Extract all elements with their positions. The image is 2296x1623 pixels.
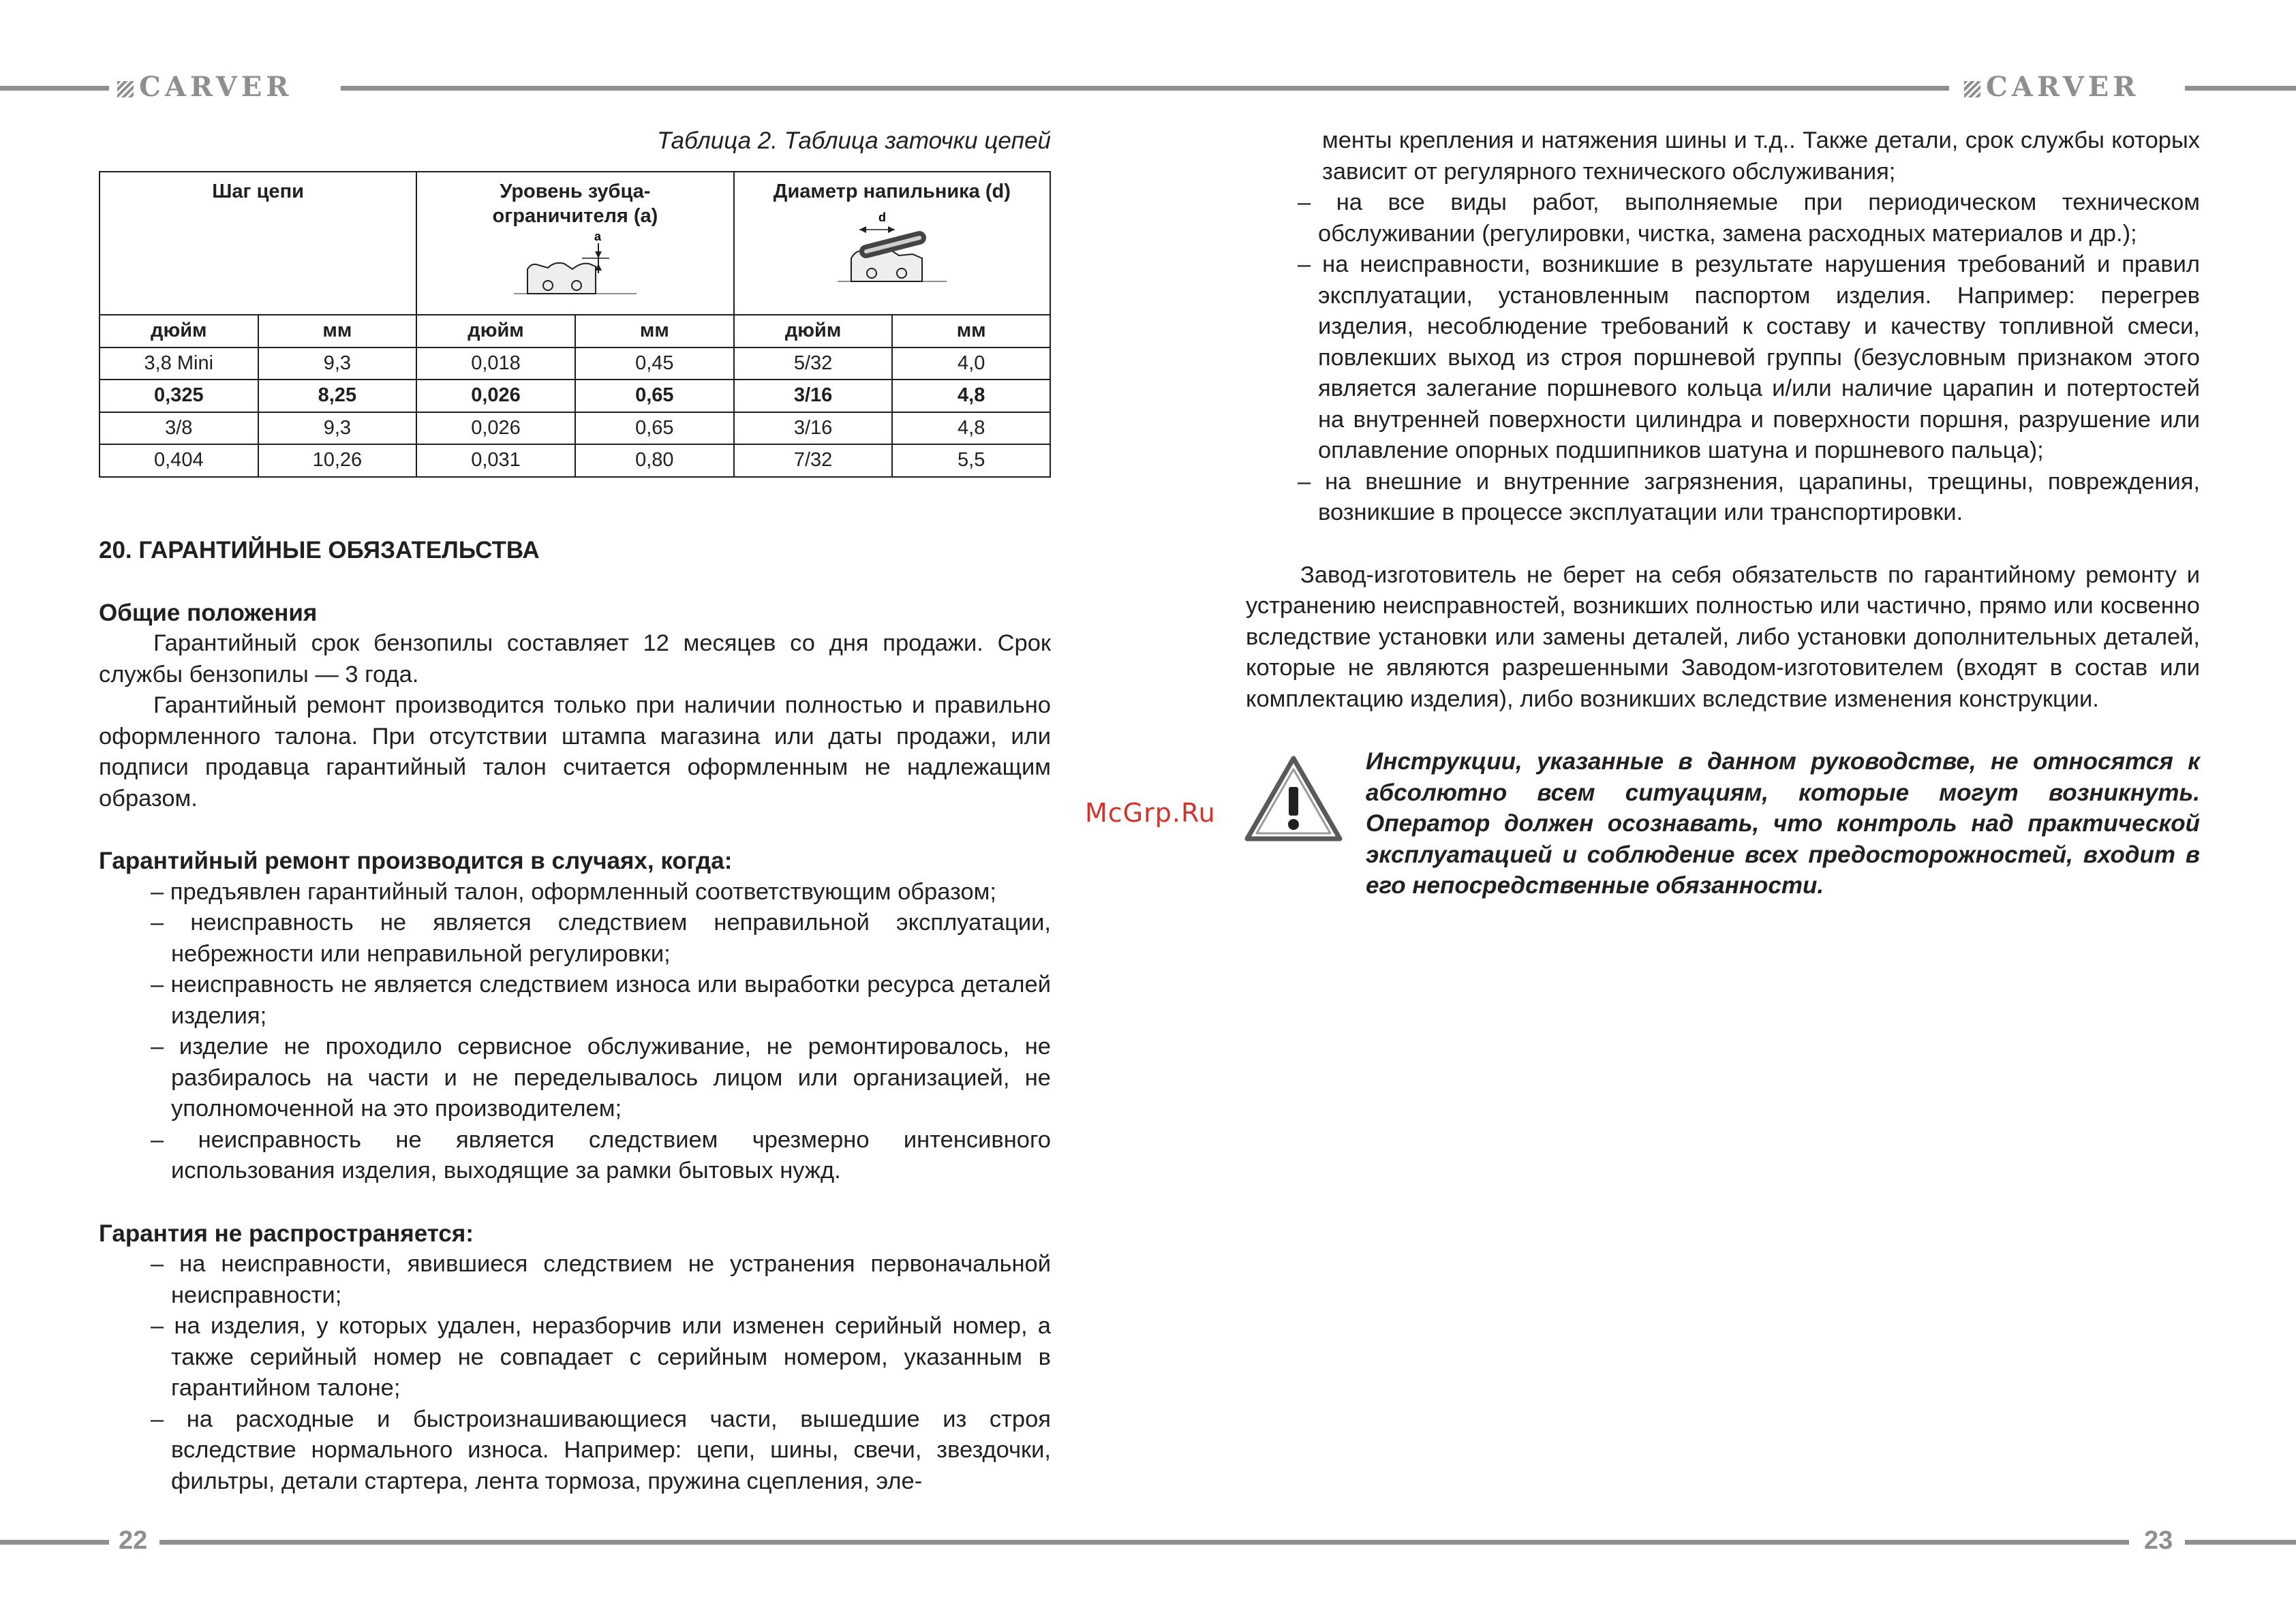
- unit-header: мм: [575, 315, 734, 347]
- list-item: – на внешние и внутренние загрязнения, царапины, трещины, повреждения, возникшие в процессе эксплуатации или транспортировки.: [1298, 468, 2200, 525]
- header-rule-left-b: [341, 86, 1949, 91]
- footer-rule-middle: [159, 1540, 2129, 1545]
- table-cell: 0,026: [416, 412, 575, 445]
- watermark: McGrp.Ru: [1085, 798, 1216, 828]
- table-cell: 4,8: [892, 380, 1050, 412]
- section-title: 20. ГАРАНТИЙНЫЕ ОБЯЗАТЕЛЬСТВА: [99, 536, 540, 563]
- warning-triangle-icon: [1243, 746, 1347, 901]
- table-cell: 4,0: [892, 347, 1050, 380]
- header-rule-left-a: [0, 86, 109, 91]
- list-item: – неисправность не является следствием неправильной эксплуатации, небрежности или неправильной регулировки;: [151, 910, 1051, 967]
- fig-label-a: a: [594, 231, 601, 243]
- unit-header: мм: [892, 315, 1050, 347]
- list-item: – неисправность не является следствием износа или выработки ресурса деталей изделия;: [151, 972, 1051, 1029]
- table-cell: 5,5: [892, 444, 1050, 477]
- table-cell: 0,325: [100, 380, 258, 412]
- table-cell: 0,031: [416, 444, 575, 477]
- table-cell: 3,8 Mini: [100, 347, 258, 380]
- unit-header: дюйм: [416, 315, 575, 347]
- footer-rule-right: [2185, 1540, 2296, 1545]
- file-diameter-diagram-icon: [824, 206, 960, 294]
- table-caption: Таблица 2. Таблица заточки цепей: [657, 127, 1051, 154]
- page-number-left: 22: [119, 1526, 148, 1555]
- col-group-file-diameter: Диаметр напильника (d) d: [734, 172, 1050, 315]
- fig-label-d: d: [878, 211, 886, 224]
- page-number-right: 23: [2144, 1526, 2173, 1555]
- list-item: – на изделия, у которых удален, неразборчив или изменен серийный номер, а также серийный номер не совпадает с серийным номером, указанным в гарантийном талоне;: [151, 1313, 1051, 1401]
- chain-sharpening-table: [99, 171, 1051, 478]
- exclusions-heading: Гарантия не распространяется:: [99, 1220, 474, 1247]
- list-item: – на все виды работ, выполняемые при периодическом техническом обслуживании (регулировки, чистка, замена расходных материалов и др.);: [1298, 189, 2200, 247]
- table-cell: 0,80: [575, 444, 734, 477]
- table-cell: 4,8: [892, 412, 1050, 445]
- general-paragraph-1: Гарантийный срок бензопилы составляет 12 месяцев со дня продажи. Срок службы бензопилы — 3 года.: [99, 630, 1051, 687]
- table-cell: 0,404: [100, 444, 258, 477]
- table-cell: 0,65: [575, 380, 734, 412]
- table-cell: 7/32: [734, 444, 893, 477]
- table-cell: 0,65: [575, 412, 734, 445]
- table-cell: 3/16: [734, 412, 893, 445]
- list-item: – на расходные и быстроизнашивающиеся части, вышедшие из строя вследствие нормального износа. Например: цепи, шины, свечи, звездочки, фильтры, детали стартера, лента тормоза, пружина сцепления, эле-: [151, 1406, 1051, 1494]
- table-cell: 0,45: [575, 347, 734, 380]
- general-heading: Общие положения: [99, 599, 318, 626]
- table-row: [100, 380, 1050, 412]
- brand-text-left: CARVER: [139, 71, 293, 103]
- table-row: [100, 412, 1050, 445]
- cases-list: [99, 877, 1051, 1187]
- left-column: [99, 125, 1051, 1497]
- table-cell: 8,25: [258, 380, 417, 412]
- unit-header: дюйм: [734, 315, 893, 347]
- col-group-chain-pitch: Шаг цепи: [100, 172, 416, 315]
- list-item: – изделие не проходило сервисное обслуживание, не ремонтировалось, не разбиралось на части и не переделывалось лицом или организацией, не уполномоченной на это производителем;: [151, 1034, 1051, 1122]
- table-cell: 3/16: [734, 380, 893, 412]
- brand-logo-left: [117, 72, 292, 102]
- carver-logo-icon: [1964, 81, 1980, 97]
- table-cell: 0,018: [416, 347, 575, 380]
- table-cell: 9,3: [258, 412, 417, 445]
- manufacturer-note: Завод-изготовитель не берет на себя обязательств по гарантийному ремонту и устранению неисправностей, возникших полностью или частично, прямо или косвенно вследствие установки или замены деталей, либо установки дополнительных деталей, которые не являются разрешенными Заводом-изготовителем (входят в состав или комплектацию изделия), либо возникших вследствие изменения конструкции.: [1246, 561, 2200, 712]
- table-cell: 0,026: [416, 380, 575, 412]
- col-group-depth-gauge: Уровень зубца-ограничителя (a) a: [416, 172, 734, 315]
- header-rule-right: [2185, 86, 2296, 91]
- warning-box: [1246, 746, 2200, 901]
- carver-logo-icon: [117, 81, 134, 97]
- table-cell: 10,26: [258, 444, 417, 477]
- general-paragraph-2: Гарантийный ремонт производится только при наличии полностью и правильно оформленного талона. При отсутствии штампа магазина или даты продажи, или подписи продавца гарантийный талон считается оформленным не надлежащим образом.: [99, 692, 1051, 812]
- exclusions-list-continued: [1246, 187, 2200, 529]
- cases-heading: Гарантийный ремонт производится в случаях, когда:: [99, 848, 733, 874]
- warning-text: Инструкции, указанные в данном руководстве, не относятся к абсолютно всем ситуациям, которые могут возникнуть. Оператор должен осознавать, что контроль над практической эксплуатацией и соблюдение всех предосторожностей, входит в его непосредственные обязанности.: [1366, 748, 2200, 899]
- depth-gauge-diagram-icon: [507, 231, 643, 306]
- table-row: [100, 444, 1050, 477]
- brand-text-right: CARVER: [1986, 71, 2140, 103]
- list-item: – предъявлен гарантийный талон, оформленный соответствующим образом;: [151, 878, 996, 905]
- brand-logo-right: [1964, 72, 2139, 102]
- list-item: – на неисправности, возникшие в результате нарушения требований и правил эксплуатации, установленным паспортом изделия. Например: перегрев изделия, несоблюдение требований к составу и качеству топливной смеси, повлекших выход из строя поршневой группы (безусловным признаком этого является залегание поршневого кольца и/или наличие царапин и потертостей на внутренней поверхности цилиндра и поверхности поршня, разрушение или оплавление опорных подшипников шатуна и поршневого пальца);: [1298, 251, 2200, 463]
- table-row: [100, 347, 1050, 380]
- table-cell: 3/8: [100, 412, 258, 445]
- table-cell: 9,3: [258, 347, 417, 380]
- table-cell: 5/32: [734, 347, 893, 380]
- right-column: [1246, 125, 2200, 901]
- exclusions-continuation: менты крепления и натяжения шины и т.д.. Также детали, срок службы которых зависит от регулярного технического обслуживания;: [1322, 127, 2200, 185]
- list-item: – на неисправности, явившиеся следствием не устранения первоначальной неисправности;: [151, 1251, 1051, 1308]
- unit-header: дюйм: [100, 315, 258, 347]
- footer-rule-left: [0, 1540, 109, 1545]
- unit-header: мм: [258, 315, 417, 347]
- exclusions-list: [99, 1249, 1051, 1497]
- list-item: – неисправность не является следствием чрезмерно интенсивного использования изделия, выходящие за рамки бытовых нужд.: [151, 1126, 1051, 1184]
